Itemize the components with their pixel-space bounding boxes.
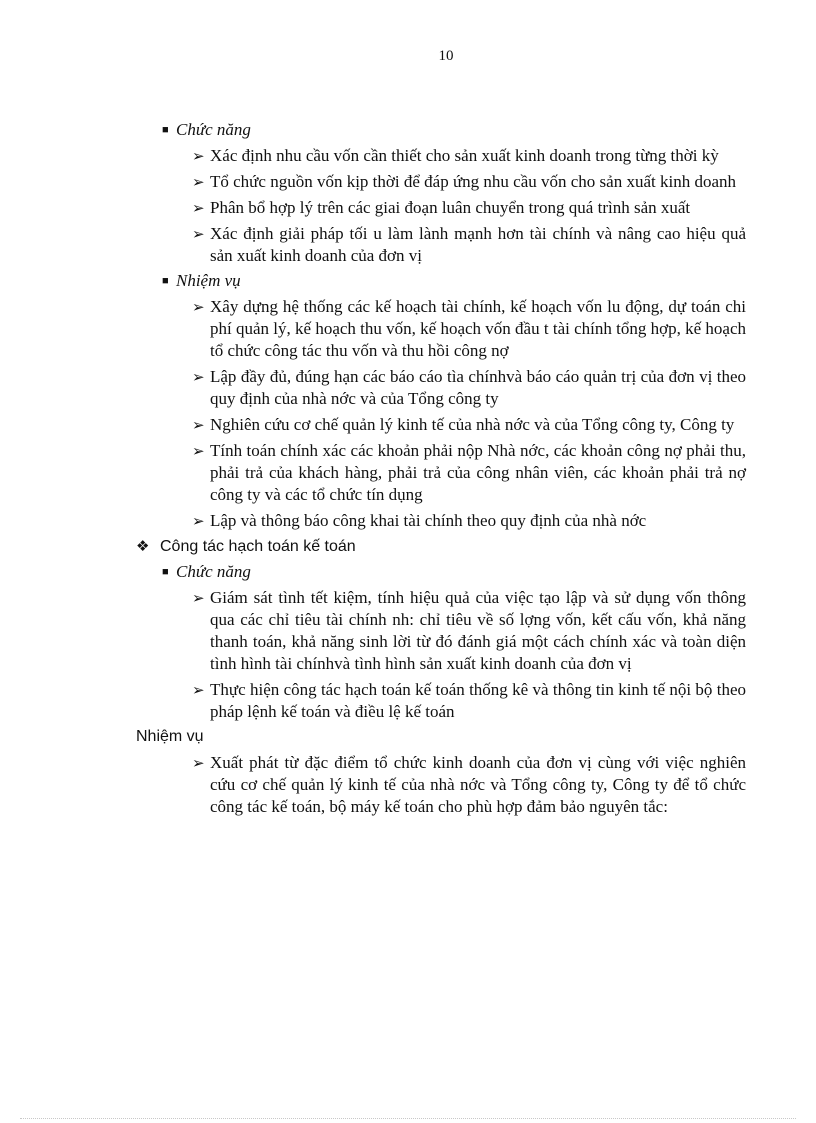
list-item: ➢ Xác định giải pháp tối u làm lành mạnh hơn tài chính và nâng cao hiệu quả sản xuất kinh doanh của đơn vị bbox=[192, 224, 746, 265]
tasks-heading-2: Nhiệm vụ bbox=[136, 728, 204, 745]
list-item: ➢ Phân bổ hợp lý trên các giai đoạn luân chuyển trong quá trình sản xuất bbox=[192, 198, 691, 217]
square-bullet-icon: ■ bbox=[162, 275, 169, 287]
list-item: ➢ Xây dựng hệ thống các kế hoạch tài chính, kế hoạch vốn lu động, dự toán chi phí quản lý, kế hoạch thu vốn, kế hoạch vốn đầu t tài chính tổng hợp, kế hoạch tổ chức công tác thu vốn và thu hồi công nợ bbox=[192, 297, 746, 360]
tasks-heading-1: ■ Nhiệm vụ bbox=[162, 271, 241, 290]
document-body bbox=[136, 116, 746, 818]
functions-heading-1: ■ Chức năng bbox=[162, 120, 251, 139]
list-item: ➢ Nghiên cứu cơ chế quản lý kinh tế của nhà nớc và của Tổng công ty, Công ty bbox=[192, 415, 735, 434]
page-bottom-rule bbox=[20, 1118, 796, 1119]
arrow-bullet-icon: ➢ bbox=[192, 442, 205, 460]
list-item: ➢ Xuất phát từ đặc điểm tổ chức kinh doanh của đơn vị cùng với việc nghiên cứu cơ chế quản lý kinh tế của nhà nớc và Tổng công ty, Công ty để tổ chức công tác kế toán, bộ máy kế toán cho phù hợp đảm bảo nguyên tắc: bbox=[192, 753, 746, 816]
arrow-bullet-icon: ➢ bbox=[192, 368, 205, 386]
page-number: 10 bbox=[438, 48, 454, 64]
list-item: ➢ Lập đầy đủ, đúng hạn các báo cáo tìa chínhvà báo cáo quản trị của đơn vị theo quy định của nhà nớc và của Tổng công ty bbox=[192, 367, 746, 408]
square-bullet-icon: ■ bbox=[162, 566, 169, 578]
list-item: ➢ Xác định nhu cầu vốn cần thiết cho sản xuất kinh doanh trong từng thời kỳ bbox=[192, 146, 719, 165]
diamond-bullet-icon: ❖ bbox=[136, 537, 150, 555]
square-bullet-icon: ■ bbox=[162, 124, 169, 136]
section-heading-accounting: ❖ Công tác hạch toán kế toán bbox=[136, 537, 356, 555]
arrow-bullet-icon: ➢ bbox=[192, 298, 205, 316]
functions-heading-2: ■ Chức năng bbox=[162, 562, 251, 581]
arrow-bullet-icon: ➢ bbox=[192, 754, 205, 772]
arrow-bullet-icon: ➢ bbox=[192, 225, 205, 243]
arrow-bullet-icon: ➢ bbox=[192, 173, 205, 191]
arrow-bullet-icon: ➢ bbox=[192, 512, 205, 530]
list-item: ➢ Tổ chức nguồn vốn kịp thời để đáp ứng nhu cầu vốn cho sản xuất kinh doanh bbox=[192, 172, 736, 191]
arrow-bullet-icon: ➢ bbox=[192, 589, 205, 607]
arrow-bullet-icon: ➢ bbox=[192, 199, 205, 217]
arrow-bullet-icon: ➢ bbox=[192, 147, 205, 165]
list-item: ➢ Giám sát tình tết kiệm, tính hiệu quả của việc tạo lập và sử dụng vốn thông qua các chỉ tiêu tài chính nh: chỉ tiêu về số lợng vốn, kết cấu vốn, khả năng thanh toán, khả năng sinh lời từ đó đánh giá một cách chính xác và toàn diện tình hình tài chínhvà tình hình sản xuất kinh doanh của đơn vị bbox=[192, 588, 746, 673]
list-item: ➢ Lập và thông báo công khai tài chính theo quy định của nhà nớc bbox=[192, 511, 647, 530]
arrow-bullet-icon: ➢ bbox=[192, 416, 205, 434]
arrow-bullet-icon: ➢ bbox=[192, 681, 205, 699]
list-item: ➢ Tính toán chính xác các khoản phải nộp Nhà nớc, các khoản công nợ phải thu, phải trả của khách hàng, phải trả của công nhân viên, các khoản phải trả nợ công ty và các tổ chức tín dụng bbox=[192, 441, 746, 504]
list-item: ➢ Thực hiện công tác hạch toán kế toán thống kê và thông tin kinh tế nội bộ theo pháp lệnh kế toán và điều lệ kế toán bbox=[192, 680, 746, 721]
